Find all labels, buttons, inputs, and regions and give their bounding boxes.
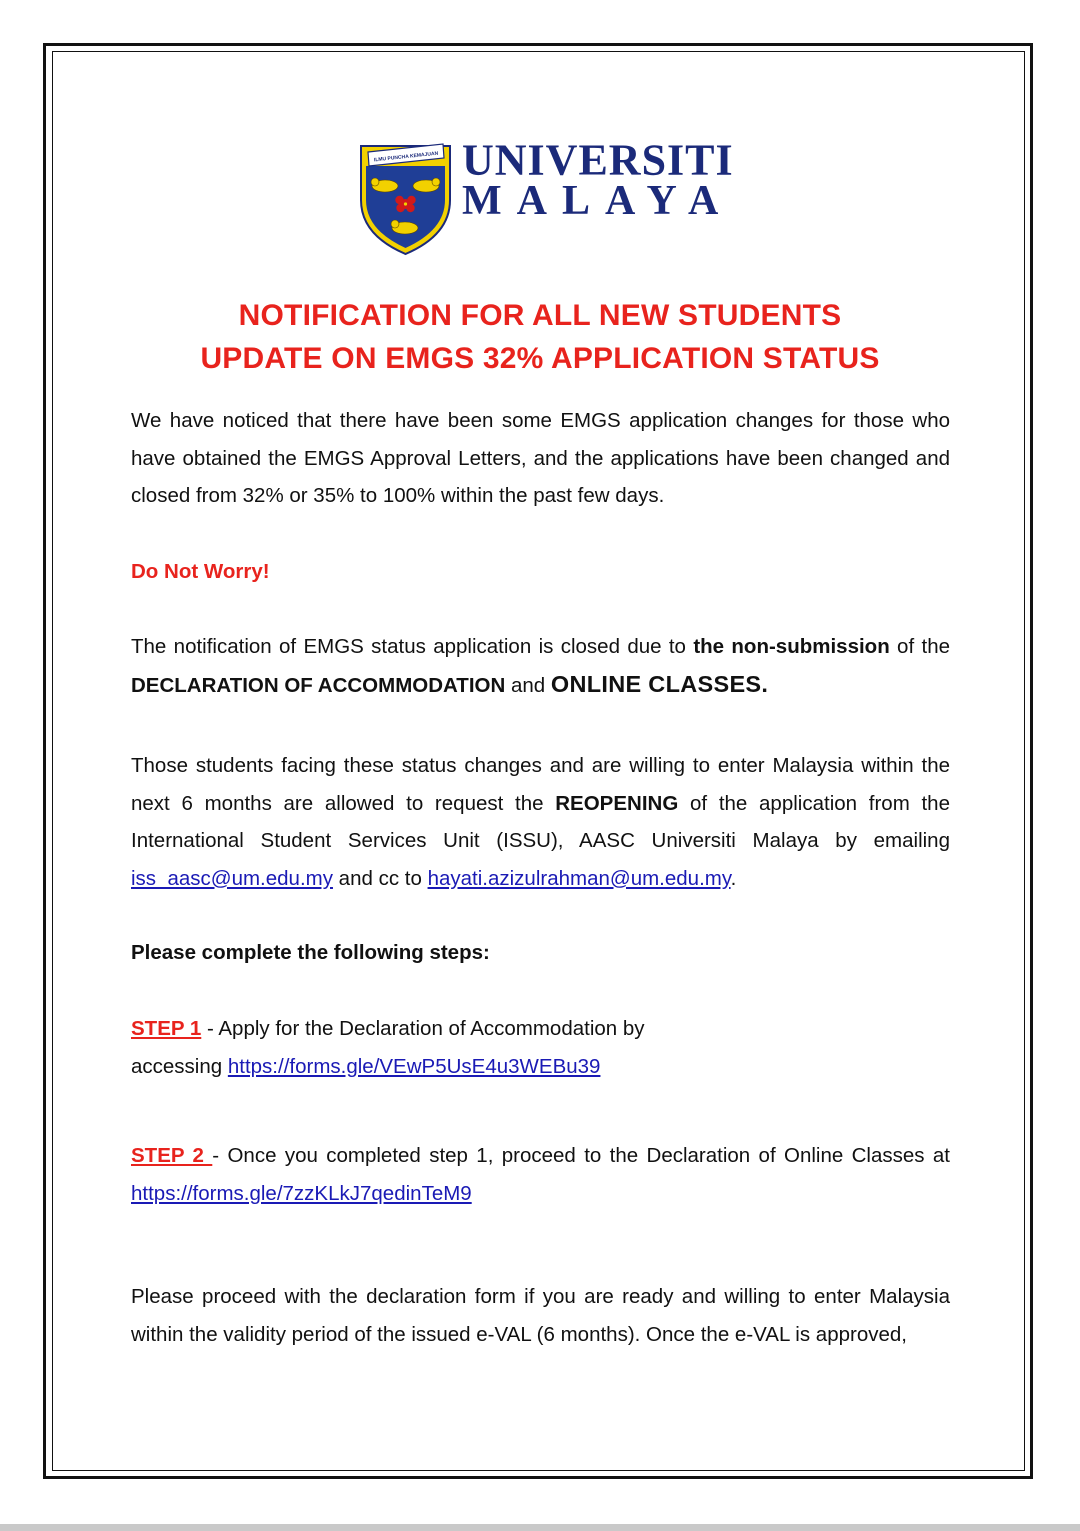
steps-heading: Please complete the following steps: [131, 941, 490, 964]
university-logo [358, 134, 734, 256]
step2-form-link[interactable]: https://forms.gle/7zzKLkJ7qedinTeM9 [131, 1181, 472, 1205]
step1-paragraph: STEP 1 - Apply for the Declaration of Accommodation by accessing https://forms.gle/VEwP5UsE4u3WEBu39 [131, 1017, 645, 1078]
email-link-hayati[interactable]: hayati.azizulrahman@um.edu.my [427, 866, 731, 890]
logo-wordmark [462, 134, 734, 224]
intro-paragraph: We have noticed that there have been some EMGS application changes for those who have obtained the EMGS Approval Letters, and the applications have been changed and closed from 32% or 35% to 100% within the past few days. [131, 409, 950, 507]
step1-form-link[interactable]: https://forms.gle/VEwP5UsE4u3WEBu39 [227, 1054, 601, 1078]
logo-line-malaya: MALAYA [462, 178, 734, 224]
non-submission-emphasis: the non-submission [693, 635, 890, 658]
reassurance-text: Do Not Worry! [131, 560, 270, 583]
crest-motto: ILMU PUNCHA KEMAJUAN [373, 150, 439, 164]
logo-line-universiti: UNIVERSITI [462, 134, 734, 185]
notice-title-line2: UPDATE ON EMGS 32% APPLICATION STATUS [200, 342, 880, 375]
reopening-paragraph: Those students facing these status changes and are willing to enter Malaysia within the next 6 months are allowed to request the REOPENING of the application from the International Student Services Unit (ISSU), AASC Universiti Malaya by emailing iss_aasc@um.edu.my and cc to hayati.azizulrahman@um.edu.my. [131, 754, 950, 890]
declaration-accommodation-emphasis: DECLARATION OF ACCOMMODATION [131, 673, 506, 697]
closing-paragraph: Please proceed with the declaration form if you are ready and willing to enter Malaysia within the validity period of the issued e-VAL (6 months). Once the e-VAL is approved, [131, 1285, 950, 1346]
page-bottom-edge [0, 1524, 1080, 1531]
step2-label: STEP 2 [131, 1144, 213, 1167]
reopening-emphasis: REOPENING [555, 791, 679, 815]
university-crest-icon [358, 140, 453, 256]
reason-paragraph: The notification of EMGS status application is closed due to the non-submission of the DECLARATION OF ACCOMMODATION and ONLINE CLASSES. [131, 635, 951, 697]
step1-label: STEP 1 [131, 1017, 202, 1040]
online-classes-emphasis: ONLINE CLASSES. [550, 670, 769, 697]
email-link-issu[interactable]: iss_aasc@um.edu.my [131, 866, 333, 890]
notice-title-line1: NOTIFICATION FOR ALL NEW STUDENTS [238, 299, 842, 332]
step2-paragraph: STEP 2 - Once you completed step 1, proceed to the Declaration of Online Classes at https://forms.gle/7zzKLkJ7qedinTeM9 [131, 1144, 950, 1205]
